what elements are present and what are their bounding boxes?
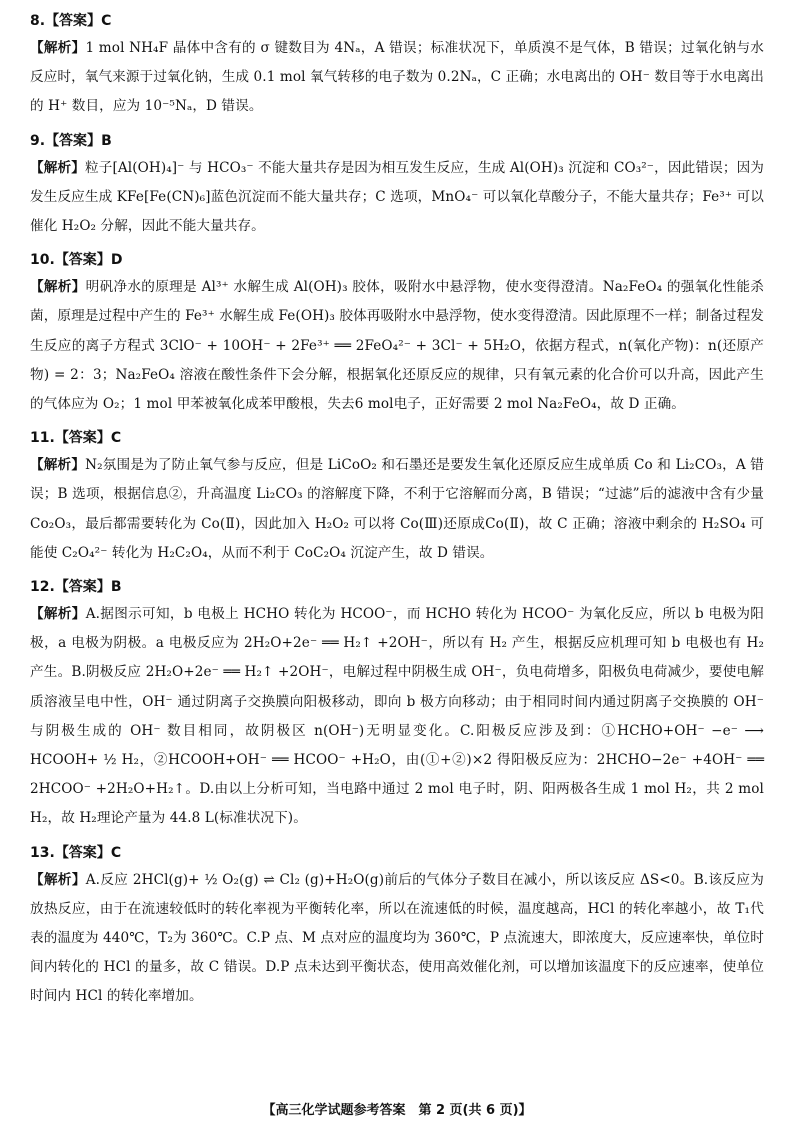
analysis-tag: 【解析】 [30,159,85,176]
question-number: 9. [30,132,46,149]
answer-tag: 【答案】 [54,252,111,269]
analysis-paragraph [30,154,764,242]
answer-line [30,840,764,866]
answer-choice: C [110,844,122,861]
answer-line [30,128,764,154]
analysis-paragraph [30,600,764,834]
analysis-text: 1 mol NH₄F 晶体中含有的 σ 键数目为 4Nₐ，A 错误；标准状况下，单质溴不是气体，B 错误；过氧化钠与水反应时，氧气来源于过氧化钠，生成 0.1 mol 氧气转移的电子数为 0.2Nₐ，C 正确；水电离出的 OH⁻ 数目等于水电离出的 H⁺ 数目，应为 10⁻⁵Nₐ，D 错误。 [30,40,764,115]
analysis-paragraph [30,866,764,1012]
answer-line [30,247,764,273]
answer-tag: 【答案】 [54,430,111,447]
answer-line [30,8,764,34]
answer-tag: 【答案】 [54,844,111,861]
analysis-text: A.反应 2HCl(g)+ ½ O₂(g) ⇌ Cl₂ (g)+H₂O(g)前后的气体分子数目在减小，所以该反应 ΔS<0。B.该反应为放热反应，由于在流速较低时的转化率视为平衡转化率，所以在流速低的时候，温度越高，HCl 的转化率越小，故 T₁代表的温度为 440℃，T₂为 360℃。C.P 点、M 点对应的温度均为 360℃，P 点流速大，即浓度大，反应速率快，单位时间内转化的 HCl 的量多，故 C 错误。D.P 点未达到平衡状态，使用高效催化剂，可以增加该温度下的反应速率，使单位时间内 HCl 的转化率增加。 [30,871,764,1005]
question-13 [30,840,764,1012]
answer-line [30,425,764,451]
analysis-tag: 【解析】 [30,279,86,296]
analysis-text: N₂氛围是为了防止氧气参与反应，但是 LiCoO₂ 和石墨还是要发生氧化还原反应生成单质 Co 和 Li₂CO₃，A 错误；B 选项，根据信息②，升高温度 Li₂CO₃ 的溶解度下降，不利于它溶解而分离，B 错误；“过滤”后的滤液中含有少量 Co₂O₃，最后都需要转化为 Co(Ⅱ)，因此加入 H₂O₂ 可以将 Co(Ⅲ)还原成Co(Ⅱ)，故 C 正确；溶液中剩余的 H₂SO₄ 可能使 C₂O₄²⁻ 转化为 H₂C₂O₄，从而不利于 CoC₂O₄ 沉淀产生，故 D 错误。 [30,457,764,561]
question-number: 10. [30,252,55,269]
answer-tag: 【答案】 [45,13,102,29]
answer-line [30,574,764,600]
analysis-tag: 【解析】 [30,457,86,474]
analysis-paragraph [30,34,764,122]
answer-tag: 【答案】 [54,579,111,596]
analysis-text: 粒子[Al(OH)₄]⁻ 与 HCO₃⁻ 不能大量共存是因为相互发生反应，生成 Al(OH)₃ 沉淀和 CO₃²⁻，因此错误；因为发生反应生成 KFe[Fe(CN)₆]蓝色沉淀而不能大量共存；C 选项，MnO₄⁻ 可以氧化草酸分子，不能大量共存；Fe³⁺ 可以催化 H₂O₂ 分解，因此不能大量共存。 [30,159,764,235]
answer-choice: B [101,132,112,149]
analysis-tag: 【解析】 [30,871,86,888]
answer-tag: 【答案】 [45,132,102,149]
analysis-text: A.据图示可知，b 电极上 HCHO 转化为 HCOO⁻，而 HCHO 转化为 HCOO⁻ 为氧化反应，所以 b 电极为阳极，a 电极为阴极。a 电极反应为 2H₂O+2e⁻ ══ H₂↑ +2OH⁻，所以有 H₂ 产生，根据反应机理可知 b 电极也有 H₂ 产生。B.阴极反应 2H₂O+2e⁻ ══ H₂↑ +2OH⁻，电解过程中阴极生成 OH⁻，负电荷增多，阳极负电荷减少，要使电解质溶液呈电中性，OH⁻ 通过阴离子交换膜向阳极移动，即向 b 极方向移动；由于相同时间内通过阴离子交换膜的 OH⁻ 与阴极生成的 OH⁻ 数目相同，故阴极区 n(OH⁻)无明显变化。C.阳极反应涉及到：①HCHO+OH⁻ −e⁻ ⟶ HCOOH+ ½ H₂，②HCOOH+OH⁻ ══ HCOO⁻ +H₂O，由(①+②)×2 得阳极反应为：2HCHO−2e⁻ +4OH⁻ ══ 2HCOO⁻ +2H₂O+H₂↑。D.由以上分析可知，当电路中通过 2 mol 电子时，阴、阳两极各生成 1 mol H₂，共 2 mol H₂，故 H₂理论产量为 44.8 L(标准状况下)。 [30,606,764,827]
answer-choice: B [110,579,122,596]
analysis-paragraph [30,451,764,568]
analysis-tag: 【解析】 [30,40,86,56]
page-footer: 【高三化学试题参考答案 第 2 页(共 6 页)】 [262,1103,532,1118]
question-8 [30,8,764,122]
analysis-text: 明矾净水的原理是 Al³⁺ 水解生成 Al(OH)₃ 胶体，吸附水中悬浮物，使水变得澄清。Na₂FeO₄ 的强氧化性能杀菌，原理是过程中产生的 Fe³⁺ 水解生成 Fe(OH)₃ 胶体再吸附水中悬浮物，使水变得澄清。因此原理不一样；制备过程发生反应的离子方程式 3ClO⁻ + 10OH⁻ + 2Fe³⁺ ══ 2FeO₄²⁻ + 3Cl⁻ + 5H₂O，依据方程式，n(氧化产物)：n(还原产物) = 2：3；Na₂FeO₄ 溶液在酸性条件下会分解，根据氧化还原反应的规律，只有氧元素的化合价可以升高，因此产生的气体应为 O₂；1 mol 甲苯被氧化成苯甲酸根，失去6 mol电子，正好需要 2 mol Na₂FeO₄，故 D 正确。 [30,279,764,413]
question-number: 8. [30,13,46,29]
question-number: 13. [30,844,55,861]
analysis-tag: 【解析】 [30,606,86,623]
question-number: 11. [30,430,55,447]
question-9 [30,128,764,242]
question-11 [30,425,764,568]
question-number: 12. [30,579,55,596]
answer-choice: C [110,430,122,447]
question-12 [30,574,764,834]
answer-choice: D [110,252,123,269]
question-10 [30,247,764,419]
answer-choice: C [101,13,112,29]
analysis-paragraph [30,273,764,419]
